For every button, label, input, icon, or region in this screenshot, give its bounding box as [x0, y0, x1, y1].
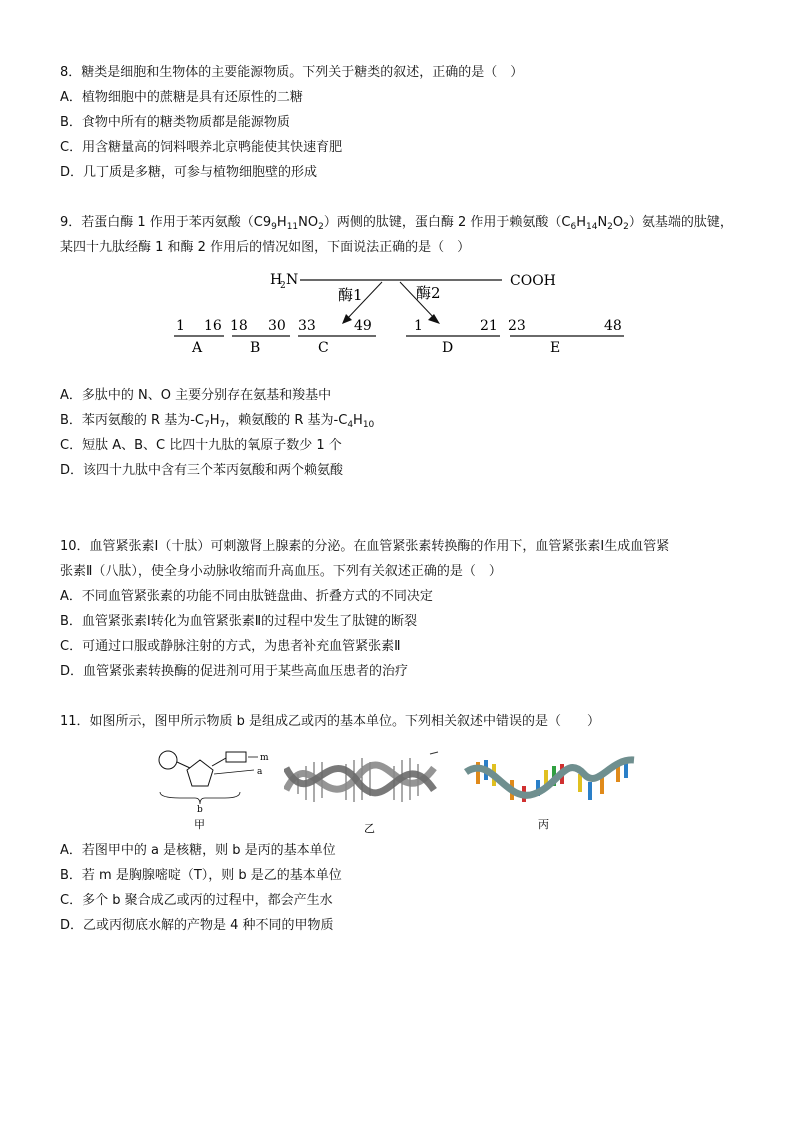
- fragment-d-label: D: [442, 340, 454, 356]
- q8-option-d: D．几丁质是多糖，可参与植物细胞壁的形成: [60, 165, 318, 180]
- q11-option-d: D．乙或丙彻底水解的产物是 4 种不同的甲物质: [60, 918, 334, 933]
- nucleotide-figure: [150, 742, 280, 832]
- q8-option-b: B．食物中所有的糖类物质都是能源物质: [60, 115, 290, 130]
- peptide-diagram: [170, 262, 630, 358]
- fragment-b: [230, 318, 290, 356]
- q9-option-d: D．该四十九肽中含有三个苯丙氨酸和两个赖氨酸: [60, 463, 344, 478]
- rna-single-strand-figure: [462, 752, 638, 838]
- label-yi: 乙: [364, 822, 375, 835]
- label-jia: 甲: [194, 818, 205, 831]
- q11-option-c: C．多个 b 聚合成乙或丙的过程中，都会产生水: [60, 893, 333, 908]
- q10-option-a: A．不同血管紧张素的功能不同由肽链盘曲、折叠方式的不同决定: [60, 589, 433, 604]
- fragment-a-start: 1: [176, 318, 185, 334]
- a-pointer: [214, 770, 254, 774]
- phosphate-circle: [159, 751, 177, 769]
- n-terminal-n: N: [286, 272, 299, 288]
- q10-stem-line2: 张素Ⅱ（八肽），使全身小动脉收缩而升高血压。下列有关叙述正确的是（ ）: [60, 564, 502, 579]
- enzyme1-label: 酶1: [338, 286, 363, 304]
- fragment-e-label: E: [550, 340, 561, 356]
- fragment-c-start: 33: [298, 318, 316, 334]
- q8-option-a: A．植物细胞中的蔗糖是具有还原性的二糖: [60, 90, 303, 105]
- q8-stem: 8．糖类是细胞和生物体的主要能源物质。下列关于糖类的叙述，正确的是（ ）: [60, 65, 524, 80]
- label-m: m: [260, 753, 269, 763]
- q9-stem-line1: 9．若蛋白酶 1 作用于苯丙氨酸$(C9_9H_{11}NO_2)$两侧的肽键，蛋白酶 2 作用于赖氨酸$(C_6H_{14}N_2O_2)$氨基端的肽键，: [60, 215, 733, 232]
- dna-double-helix-figure: [284, 748, 440, 838]
- fragment-a-label: A: [192, 340, 203, 356]
- q11-option-b: B．若 m 是胸腺嘧啶（T），则 b 是乙的基本单位: [60, 868, 342, 883]
- q9-option-a: A．多肽中的 N、O 主要分别存在氨基和羧基中: [60, 388, 332, 403]
- fragment-a-end: 16: [204, 318, 222, 334]
- fragment-d: [406, 318, 500, 356]
- fragment-b-end: 30: [268, 318, 286, 334]
- fragment-a: [174, 318, 224, 356]
- enzyme2-label: 酶2: [416, 284, 441, 302]
- fragment-c: [298, 318, 376, 356]
- label-a: a: [257, 767, 263, 777]
- c-terminal-label: COOH: [510, 273, 556, 289]
- brace-b: [160, 792, 240, 804]
- q8-option-c: C．用含糖量高的饲料喂养北京鸭能使其快速育肥: [60, 140, 343, 155]
- pentose-ring: [187, 760, 213, 786]
- q9-option-c: C．短肽 A、B、C 比四十九肽的氧原子数少 1 个: [60, 438, 342, 453]
- fragment-c-label: C: [318, 340, 329, 356]
- q11-option-a: A．若图甲中的 a 是核糖，则 b 是丙的基本单位: [60, 843, 336, 858]
- fragment-b-start: 18: [230, 318, 248, 334]
- q10-option-b: B．血管紧张素Ⅰ转化为血管紧张素Ⅱ的过程中发生了肽键的断裂: [60, 614, 418, 629]
- q9-option-b: B．苯丙氨酸的 R 基为$-C_7H_7$，赖氨酸的 R 基为$-C_4H_{10}$: [60, 413, 375, 430]
- q11-stem: 11．如图所示，图甲所示物质 b 是组成乙或丙的基本单位。下列相关叙述中错误的是（ ）: [60, 714, 601, 729]
- label-bing: 丙: [538, 818, 549, 831]
- q10-stem-line1: 10．血管紧张素Ⅰ（十肽）可刺激肾上腺素的分泌。在血管紧张素转换酶的作用下，血管紧张素Ⅰ生成血管紧: [60, 539, 670, 554]
- fragment-e-end: 48: [604, 318, 622, 334]
- fragment-b-label: B: [250, 340, 261, 356]
- base-rect: [226, 752, 246, 762]
- n-terminal-h: H: [270, 272, 283, 288]
- label-b: b: [197, 805, 203, 815]
- base-bond: [212, 758, 226, 766]
- fragment-e-start: 23: [508, 318, 526, 334]
- fragment-c-end: 49: [354, 318, 372, 334]
- q10-option-c: C．可通过口服或静脉注射的方式，为患者补充血管紧张素Ⅱ: [60, 639, 401, 654]
- fragment-d-start: 1: [414, 318, 423, 334]
- n-terminal-sub: 2: [280, 281, 286, 291]
- q9-stem-line2: 某四十九肽经酶 1 和酶 2 作用后的情况如图，下面说法正确的是（ ）: [60, 240, 471, 255]
- phosphate-bond: [177, 762, 190, 768]
- enzyme2-arrowhead: [428, 314, 440, 324]
- q10-option-d: D．血管紧张素转换酶的促进剂可用于某些高血压患者的治疗: [60, 664, 409, 679]
- fragment-e: [508, 318, 624, 356]
- rna-backbone: [466, 760, 634, 795]
- fragment-d-end: 21: [480, 318, 498, 334]
